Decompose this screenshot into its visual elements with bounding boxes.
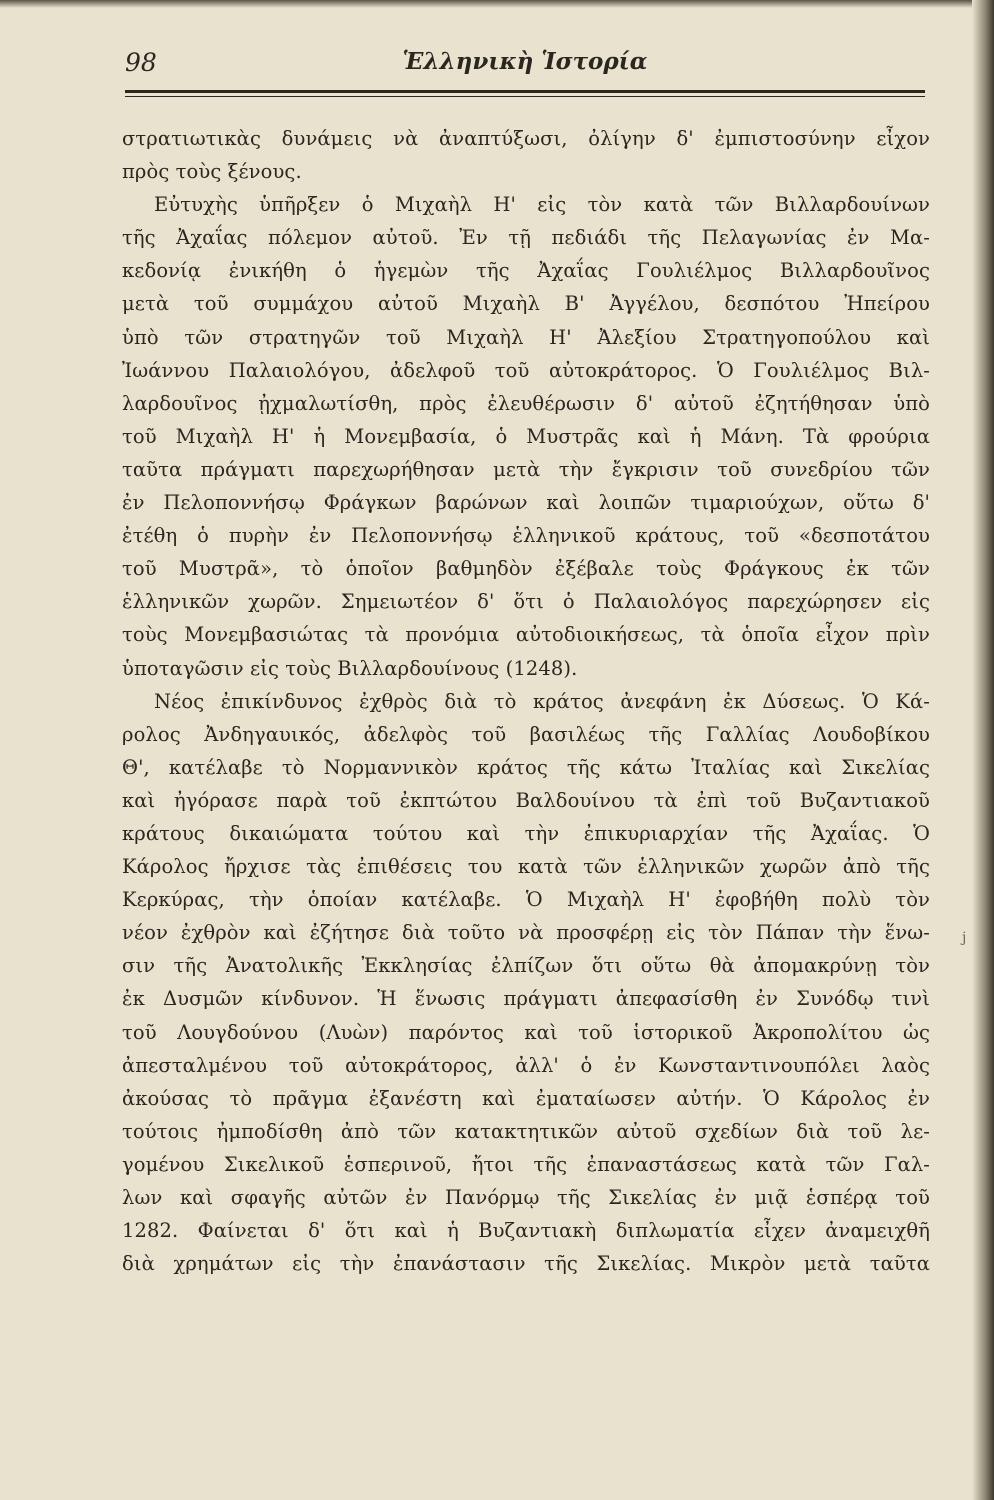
text-line: ἐν Πελοποννήσῳ Φράγκων βαρώνων καὶ λοιπῶν τιμαριούχων, οὕτω δ' [122, 491, 930, 515]
text-line: τοῦ Μιχαὴλ Η' ἡ Μονεμβασία, ὁ Μυστρᾶς καὶ ἡ Μάνη. Τὰ φρούρια [122, 424, 930, 448]
page-number: 98 [125, 48, 157, 77]
text-line: λων καὶ σφαγῆς αὐτῶν ἐν Πανόρμῳ τῆς Σικελίας ἐν μιᾷ ἑσπέρᾳ τοῦ [122, 1186, 930, 1209]
text-line: λαρδουῖνος ᾐχμαλωτίσθη, πρὸς ἐλευθέρωσιν δ' αὐτοῦ ἐζητήθησαν ὑπὸ [122, 391, 930, 415]
text-line: γομένου Σικελικοῦ ἑσπερινοῦ, ἤτοι τῆς ἐπαναστάσεως κατὰ τῶν Γαλ- [122, 1152, 930, 1176]
margin-mark: j [962, 930, 967, 946]
text-line: Κάρολος ἤρχισε τὰς ἐπιθέσεις του κατὰ τῶν ἑλληνικῶν χωρῶν ἀπὸ τῆς [122, 855, 930, 879]
text-line: ἀπεσταλμένου τοῦ αὐτοκράτορος, ἀλλ' ὁ ἐν Κωνσταντινουπόλει λαὸς [122, 1053, 930, 1077]
text-line: ἐκ Δυσμῶν κίνδυνον. Ἡ ἕνωσις πράγματι ἀπεφασίσθη ἐν Συνόδῳ τινὶ [122, 987, 930, 1011]
text-line: Εὐτυχὴς ὑπῆρξεν ὁ Μιχαὴλ Η' εἰς τὸν κατὰ τῶν Βιλλαρδουίνων [154, 193, 930, 217]
text-line: Ἰωάννου Παλαιολόγου, ἀδελφοῦ τοῦ αὐτοκράτορος. Ὁ Γουλιέλμος Βιλ- [122, 358, 930, 382]
text-line: Θ', κατέλαβε τὸ Νορμαννικὸν κράτος τῆς κάτω Ἰταλίας καὶ Σικελίας [122, 755, 930, 779]
text-line: τοῦ Λουγδούνου (Λυὼν) παρόντος καὶ τοῦ ἱστορικοῦ Ἀκροπολίτου ὡς [122, 1020, 930, 1044]
header-rule-thin [125, 96, 925, 97]
text-line: στρατιωτικὰς δυνάμεις νὰ ἀναπτύξωσι, ὀλίγην δ' ἐμπιστοσύνην εἶχον [122, 127, 930, 150]
text-line: τοὺς Μονεμβασιώτας τὰ προνόμια αὐτοδιοικήσεως, τὰ ὁποῖα εἶχον πρὶν [122, 623, 930, 647]
text-line: ἀκούσας τὸ πρᾶγμα ἐξανέστη καὶ ἐματαίωσεν αὐτήν. Ὁ Κάρολος ἐν [122, 1086, 930, 1110]
running-title: Ἑλληνικὴ Ἱστορία [402, 48, 648, 75]
text-line: ἑλληνικῶν χωρῶν. Σημειωτέον δ' ὅτι ὁ Παλαιολόγος παρεχώρησεν εἰς [122, 590, 930, 614]
text-line: Νέος ἐπικίνδυνος ἐχθρὸς διὰ τὸ κράτος ἀνεφάνη ἐκ Δύσεως. Ὁ Κά- [154, 689, 930, 713]
text-line: ὑπὸ τῶν στρατηγῶν τοῦ Μιχαὴλ Η' Ἀλεξίου Στρατηγοπούλου καὶ [122, 325, 930, 349]
text-line: τῆς Ἀχαΐας πόλεμον αὐτοῦ. Ἐν τῇ πεδιάδι τῆς Πελαγωνίας ἐν Μα- [122, 226, 930, 250]
text-line: κεδονίᾳ ἐνικήθη ὁ ἡγεμὼν τῆς Ἀχαΐας Γουλιέλμος Βιλλαρδουῖνος [122, 259, 930, 283]
text-line: πρὸς τοὺς ξένους. [122, 160, 302, 184]
text-line: ἐτέθη ὁ πυρὴν ἐν Πελοποννήσῳ ἑλληνικοῦ κράτους, τοῦ «δεσποτάτου [122, 524, 930, 548]
text-line: ταῦτα πράγματι παρεχωρήθησαν μετὰ τὴν ἔγκρισιν τοῦ συνεδρίου τῶν [122, 457, 930, 481]
text-line: τοῦ Μυστρᾶ», τὸ ὁποῖον βαθμηδὸν ἐξέβαλε τοὺς Φράγκους ἐκ τῶν [122, 557, 930, 581]
text-line: σιν τῆς Ἀνατολικῆς Ἐκκλησίας ἐλπίζων ὅτι οὕτω θὰ ἀπομακρύνῃ τὸν [122, 954, 930, 978]
header-rule-thick [125, 90, 925, 93]
page-top-edge [0, 0, 994, 8]
text-line: Κερκύρας, τὴν ὁποίαν κατέλαβε. Ὁ Μιχαὴλ Η' ἐφοβήθη πολὺ τὸν [122, 888, 930, 912]
text-line: κράτους δικαιώματα τούτου καὶ τὴν ἐπικυριαρχίαν τῆς Ἀχαΐας. Ὁ [122, 821, 930, 845]
body-text [122, 122, 930, 1280]
page-header [125, 48, 925, 88]
text-line: καὶ ἠγόρασε παρὰ τοῦ ἐκπτώτου Βαλδουίνου τὰ ἐπὶ τοῦ Βυζαντιακοῦ [122, 788, 930, 812]
text-line: τούτοις ἠμποδίσθη ἀπὸ τῶν κατακτητικῶν αὐτοῦ σχεδίων διὰ τοῦ λε- [122, 1119, 930, 1143]
text-line: ὑποταγῶσιν εἰς τοὺς Βιλλαρδουίνους (1248). [122, 656, 578, 680]
text-line: 1282. Φαίνεται δ' ὅτι καὶ ἡ Βυζαντιακὴ διπλωματία εἶχεν ἀναμειχθῆ [122, 1219, 930, 1243]
text-line: ρολος Ἀνδηγαυικός, ἀδελφὸς τοῦ βασιλέως τῆς Γαλλίας Λουδοβίκου [122, 722, 930, 746]
text-line: διὰ χρημάτων εἰς τὴν ἐπανάστασιν τῆς Σικελίας. Μικρὸν μετὰ ταῦτα [122, 1252, 930, 1276]
text-line: νέον ἐχθρὸν καὶ ἐζήτησε διὰ τοῦτο νὰ προσφέρῃ εἰς τὸν Πάπαν τὴν ἕνω- [122, 921, 930, 945]
page-gutter-shadow [972, 0, 994, 1500]
text-line: μετὰ τοῦ συμμάχου αὐτοῦ Μιχαὴλ Β' Ἀγγέλου, δεσπότου Ἠπείρου [122, 292, 930, 316]
